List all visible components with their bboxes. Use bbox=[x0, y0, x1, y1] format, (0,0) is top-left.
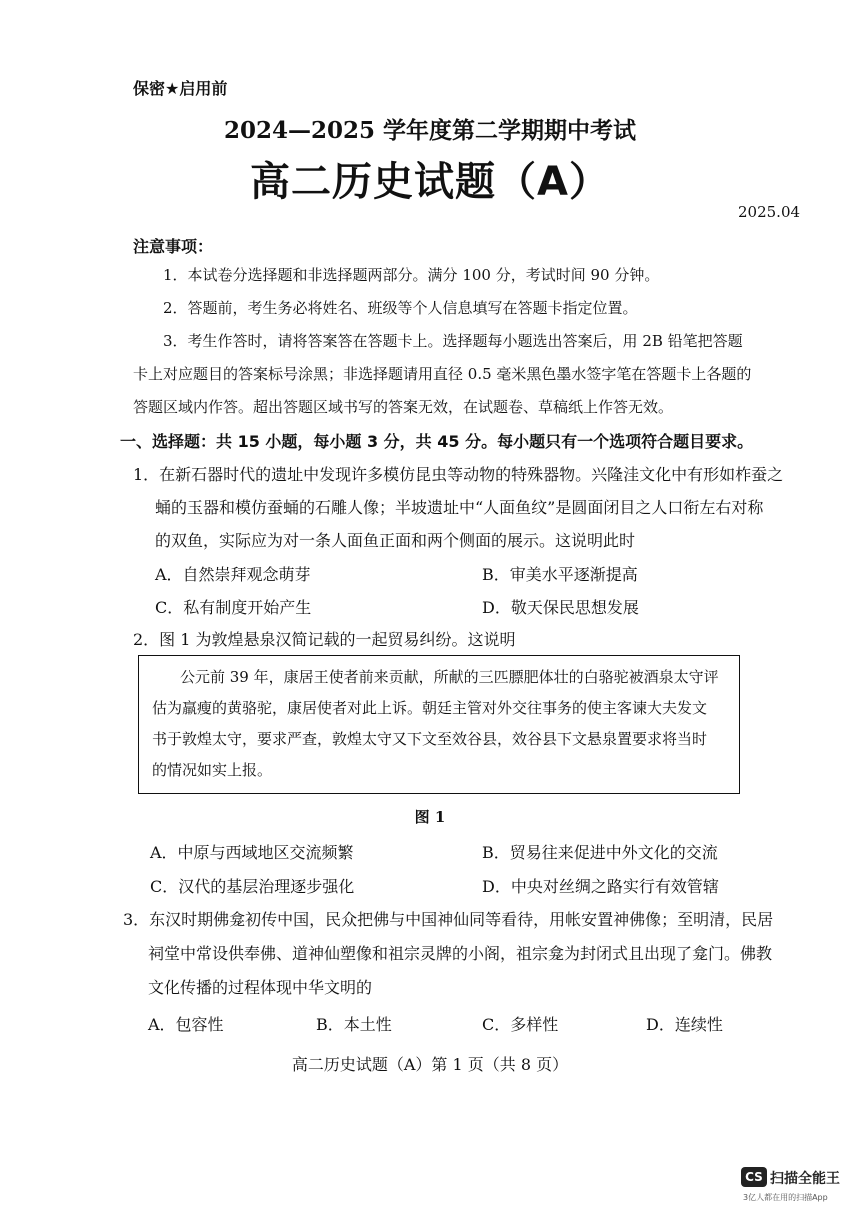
question-1-text: 蛹的玉器和模仿蚕蛹的石雕人像；半坡遗址中“人面鱼纹”是圆面闭目之人口衔左右对称 bbox=[155, 498, 764, 517]
source-line: 公元前 39 年，康居王使者前来贡献，所献的三匹膘肥体壮的白骆驼被酒泉太守评 bbox=[180, 668, 719, 686]
question-2-option-c[interactable]: C．汉代的基层治理逐步强化 bbox=[150, 877, 355, 896]
question-3-option-a[interactable]: A．包容性 bbox=[148, 1015, 224, 1034]
question-1-option-c[interactable]: C．私有制度开始产生 bbox=[155, 598, 312, 617]
source-line: 书于敦煌太守，要求严查，敦煌太守又下文至效谷县，效谷县下文悬泉置要求将当时 bbox=[152, 730, 708, 748]
question-2-option-a[interactable]: A．中原与西域地区交流频繁 bbox=[150, 843, 354, 862]
notice-line: 2．答题前，考生务必将姓名、班级等个人信息填写在答题卡指定位置。 bbox=[163, 299, 638, 317]
confidential-mark: 保密★启用前 bbox=[133, 79, 228, 98]
notice-heading: 注意事项： bbox=[133, 237, 214, 256]
notice-line: 3．考生作答时，请将答案答在答题卡上。选择题每小题选出答案后，用 2B 铅笔把答题 bbox=[163, 332, 743, 350]
notice-line: 答题区域内作答。超出答题区域书写的答案无效，在试题卷、草稿纸上作答无效。 bbox=[133, 398, 674, 416]
figure-caption: 图 1 bbox=[414, 808, 446, 826]
camscanner-logo-icon: CS bbox=[741, 1167, 767, 1187]
question-3-option-c[interactable]: C．多样性 bbox=[482, 1015, 559, 1034]
paper-title: 高二历史试题（A） bbox=[250, 159, 610, 205]
section-heading: 一、选择题：共 15 小题，每小题 3 分，共 45 分。每小题只有一个选项符合题目要求。 bbox=[120, 432, 754, 451]
question-3-option-b[interactable]: B．本土性 bbox=[316, 1015, 392, 1034]
question-2-option-b[interactable]: B．贸易往来促进中外文化的交流 bbox=[482, 843, 718, 862]
question-1-option-d[interactable]: D．敬天保民思想发展 bbox=[482, 598, 639, 617]
question-2-text: 2．图 1 为敦煌悬泉汉简记载的一起贸易纠纷。这说明 bbox=[133, 630, 516, 649]
camscanner-tagline: 3亿人都在用的扫描App bbox=[743, 1193, 828, 1202]
question-1-text: 的双鱼，实际应为对一条人面鱼正面和两个侧面的展示。这说明此时 bbox=[155, 531, 636, 550]
exam-title: 2024—2025 学年度第二学期期中考试 bbox=[223, 117, 637, 144]
question-1-text: 1．在新石器时代的遗址中发现许多模仿昆虫等动物的特殊器物。兴隆洼文化中有形如柞蚕之 bbox=[133, 465, 784, 484]
source-line: 的情况如实上报。 bbox=[152, 761, 273, 779]
question-1-option-b[interactable]: B．审美水平逐渐提高 bbox=[482, 565, 638, 584]
source-line: 估为羸瘦的黄骆驼，康居使者对此上诉。朝廷主管对外交往事务的使主客谏大夫发文 bbox=[152, 699, 708, 717]
exam-date: 2025.04 bbox=[738, 203, 801, 221]
question-3-option-d[interactable]: D．连续性 bbox=[646, 1015, 723, 1034]
camscanner-name: 扫描全能王 bbox=[770, 1171, 840, 1187]
question-3-text: 祠堂中常设供奉佛、道神仙塑像和祖宗灵牌的小阁，祖宗龛为封闭式且出现了龛门。佛教 bbox=[148, 944, 773, 963]
question-3-text: 文化传播的过程体现中华文明的 bbox=[148, 978, 373, 997]
question-1-option-a[interactable]: A．自然崇拜观念萌芽 bbox=[155, 565, 311, 584]
notice-line: 卡上对应题目的答案标号涂黑；非选择题请用直径 0.5 毫米黑色墨水签字笔在答题卡上各题的 bbox=[133, 365, 752, 383]
notice-line: 1．本试卷分选择题和非选择题两部分。满分 100 分，考试时间 90 分钟。 bbox=[163, 266, 660, 284]
question-3-text: 3．东汉时期佛龛初传中国，民众把佛与中国神仙同等看待，用帐安置神佛像；至明清，民居 bbox=[123, 910, 774, 929]
question-2-option-d[interactable]: D．中央对丝绸之路实行有效管辖 bbox=[482, 877, 719, 896]
page-footer: 高二历史试题（A）第 1 页（共 8 页） bbox=[291, 1055, 569, 1074]
